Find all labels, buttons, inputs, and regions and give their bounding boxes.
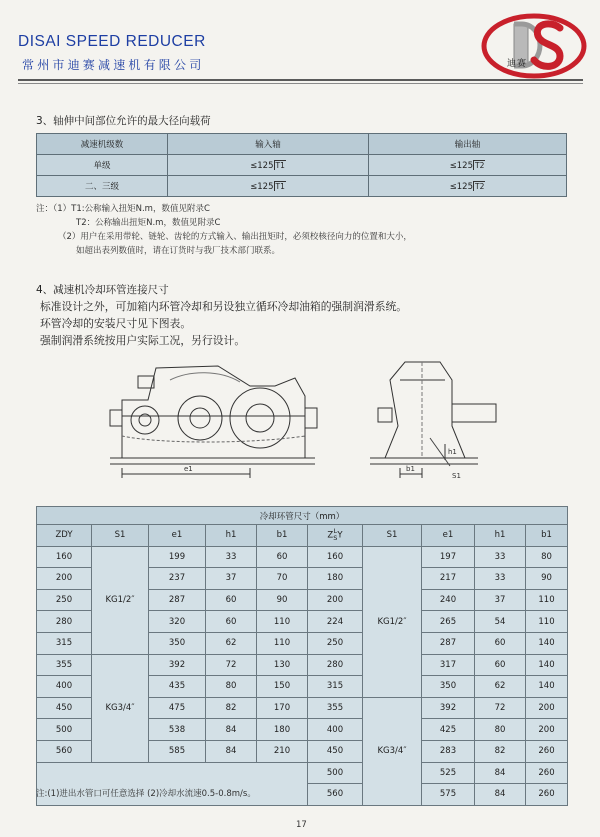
table-note: 注:(1)进出水管口可任意选择 (2)冷却水流速0.5-0.8m/s。 (36, 789, 256, 799)
b1-cell: 130 (257, 654, 308, 676)
b1-cell: 180 (257, 719, 308, 741)
load-prefix: ≤125 (449, 181, 473, 192)
load-prefix: ≤125 (250, 181, 274, 192)
e1-cell: 317 (422, 654, 475, 676)
zdy-cell: 355 (37, 654, 92, 676)
b1-cell: 80 (526, 546, 568, 568)
h1-cell: 37 (475, 589, 526, 611)
b1-cell: 90 (257, 589, 308, 611)
b1-cell: 110 (257, 632, 308, 654)
e1-cell: 350 (422, 676, 475, 698)
s1-cell: KG3/4″ (363, 697, 422, 805)
b1-cell: 110 (257, 611, 308, 633)
e1-cell: 197 (422, 546, 475, 568)
h1-cell: 62 (206, 632, 257, 654)
dim-label-e1: e1 (184, 465, 193, 473)
zdy-cell: 200 (37, 568, 92, 590)
section-3-title: 3、轴伸中间部位允许的最大径向载荷 (36, 115, 211, 127)
dim-label-s1: S1 (452, 472, 461, 480)
dim-label-b1: b1 (406, 465, 415, 473)
body-line: 环管冷却的安装尺寸见下图表。 (40, 317, 192, 330)
e1-cell: 287 (422, 632, 475, 654)
company-name-en: DISAI SPEED REDUCER (18, 33, 206, 50)
note-line: 注：（1）T1:公称输入扭矩N.m，数值见附录C (36, 204, 210, 214)
b1-cell: 110 (526, 611, 568, 633)
zlsy-cell: 450 (308, 740, 363, 762)
zdy-cell: 400 (37, 676, 92, 698)
input-load-cell (168, 155, 369, 176)
header-input-shaft: 输入轴 (168, 134, 369, 155)
zdy-cell: 450 (37, 697, 92, 719)
stage-cell: 二、三级 (37, 176, 168, 197)
body-line: 强制润滑系统按用户实际工况，另行设计。 (40, 334, 246, 347)
note-line: T2：公称输出扭矩N.m，数值见附录C (76, 218, 221, 228)
sqrt-var: T2 (475, 160, 485, 170)
h1-cell: 84 (206, 719, 257, 741)
col-header: h1 (475, 525, 526, 547)
table-body (37, 546, 568, 805)
zlsy-cell: 200 (308, 589, 363, 611)
zlsy-l: L (333, 527, 338, 536)
e1-cell: 283 (422, 740, 475, 762)
page-number: 17 (296, 820, 307, 830)
b1-cell: 140 (526, 654, 568, 676)
output-load-cell (369, 155, 567, 176)
zlsy-s: S (333, 534, 338, 543)
zdy-cell: 315 (37, 632, 92, 654)
company-logo (470, 4, 590, 84)
e1-cell: 525 (422, 762, 475, 784)
e1-cell: 538 (149, 719, 206, 741)
zlsy-cell: 224 (308, 611, 363, 633)
table-row (37, 176, 567, 197)
page-header (0, 0, 600, 96)
b1-cell: 90 (526, 568, 568, 590)
e1-cell: 237 (149, 568, 206, 590)
h1-cell: 54 (475, 611, 526, 633)
h1-cell: 33 (475, 546, 526, 568)
e1-cell: 392 (149, 654, 206, 676)
e1-cell: 392 (422, 697, 475, 719)
h1-cell: 60 (475, 632, 526, 654)
h1-cell: 33 (475, 568, 526, 590)
sqrt-var: T2 (475, 181, 485, 191)
col-header: S1 (363, 525, 422, 547)
col-header: e1 (149, 525, 206, 547)
e1-cell: 199 (149, 546, 206, 568)
zlsy-cell: 355 (308, 697, 363, 719)
load-prefix: ≤125 (250, 160, 274, 171)
sqrt-var: T1 (275, 181, 285, 191)
e1-cell: 265 (422, 611, 475, 633)
zlsy-cell: 250 (308, 632, 363, 654)
h1-cell: 60 (206, 589, 257, 611)
h1-cell: 62 (475, 676, 526, 698)
h1-cell: 80 (206, 676, 257, 698)
zdy-cell: 160 (37, 546, 92, 568)
col-header: S1 (92, 525, 149, 547)
h1-cell: 82 (475, 740, 526, 762)
b1-cell: 260 (526, 784, 568, 806)
table-row (37, 654, 568, 676)
table-row (37, 546, 568, 568)
h1-cell: 60 (475, 654, 526, 676)
e1-cell: 240 (422, 589, 475, 611)
output-load-cell (369, 176, 567, 197)
col-header: e1 (422, 525, 475, 547)
company-name-cn: 常州市迪赛减速机有限公司 (22, 58, 205, 72)
b1-cell: 210 (257, 740, 308, 762)
logo-text: 迪赛 (507, 59, 528, 69)
table-header-row (37, 525, 568, 547)
e1-cell: 350 (149, 632, 206, 654)
col-header: b1 (257, 525, 308, 547)
b1-cell: 60 (257, 546, 308, 568)
sqrt-var: T1 (275, 160, 285, 170)
zlsy-cell: 160 (308, 546, 363, 568)
zlsy-z: Z (327, 530, 334, 541)
e1-cell: 217 (422, 568, 475, 590)
zlsy-cell: 400 (308, 719, 363, 741)
header-stage: 减速机级数 (37, 134, 168, 155)
h1-cell: 82 (206, 697, 257, 719)
table-row (37, 762, 568, 784)
e1-cell: 287 (149, 589, 206, 611)
e1-cell: 435 (149, 676, 206, 698)
zlsy-cell: 180 (308, 568, 363, 590)
h1-cell: 84 (206, 740, 257, 762)
s1-cell: KG1/2″ (92, 546, 149, 654)
note-line: 如超出表列数值时，请在订货时与我厂技术部门联系。 (76, 246, 281, 256)
note-line: （2）用户在采用带轮、链轮、齿轮的方式输入、输出扭矩时，必须校核径向力的位置和大小， (58, 232, 412, 242)
h1-cell: 33 (206, 546, 257, 568)
b1-cell: 260 (526, 740, 568, 762)
h1-cell: 72 (206, 654, 257, 676)
input-load-cell (168, 176, 369, 197)
zlsy-y: Y (337, 530, 343, 541)
col-header-zlsy (308, 525, 363, 547)
stage-cell: 单级 (37, 155, 168, 176)
zdy-cell: 250 (37, 589, 92, 611)
e1-cell: 585 (149, 740, 206, 762)
h1-cell: 37 (206, 568, 257, 590)
h1-cell: 80 (475, 719, 526, 741)
b1-cell: 260 (526, 762, 568, 784)
b1-cell: 200 (526, 719, 568, 741)
b1-cell: 170 (257, 697, 308, 719)
zlsy-cell: 280 (308, 654, 363, 676)
section-4-title: 4、减速机冷却环管连接尺寸 (36, 284, 169, 296)
dim-label-h1: h1 (448, 448, 457, 456)
zdy-cell: 560 (37, 740, 92, 762)
zlsy-cell: 560 (308, 784, 363, 806)
e1-cell: 425 (422, 719, 475, 741)
table-title-row (37, 507, 568, 525)
e1-cell: 475 (149, 697, 206, 719)
zlsy-cell: 500 (308, 762, 363, 784)
h1-cell: 84 (475, 762, 526, 784)
col-header: h1 (206, 525, 257, 547)
zlsy-cell: 315 (308, 676, 363, 698)
b1-cell: 140 (526, 676, 568, 698)
s1-cell: KG3/4″ (92, 654, 149, 762)
zdy-cell: 280 (37, 611, 92, 633)
radial-load-table (36, 133, 567, 197)
b1-cell: 110 (526, 589, 568, 611)
cooling-pipe-table (36, 506, 568, 806)
b1-cell: 200 (526, 697, 568, 719)
h1-cell: 84 (475, 784, 526, 806)
b1-cell: 140 (526, 632, 568, 654)
h1-cell: 72 (475, 697, 526, 719)
col-header: ZDY (37, 525, 92, 547)
table-header-row (37, 134, 567, 155)
b1-cell: 70 (257, 568, 308, 590)
e1-cell: 575 (422, 784, 475, 806)
table-row (37, 155, 567, 176)
load-prefix: ≤125 (449, 160, 473, 171)
b1-cell: 150 (257, 676, 308, 698)
col-header: b1 (526, 525, 568, 547)
body-line: 标准设计之外，可加箱内环管冷却和另设独立循环冷却油箱的强制润滑系统。 (40, 300, 408, 313)
reducer-drawing (100, 348, 540, 498)
zdy-cell: 500 (37, 719, 92, 741)
table-title: 冷却环管尺寸（mm） (37, 507, 568, 525)
header-output-shaft: 输出轴 (369, 134, 567, 155)
e1-cell: 320 (149, 611, 206, 633)
s1-cell: KG1/2″ (363, 546, 422, 697)
h1-cell: 60 (206, 611, 257, 633)
